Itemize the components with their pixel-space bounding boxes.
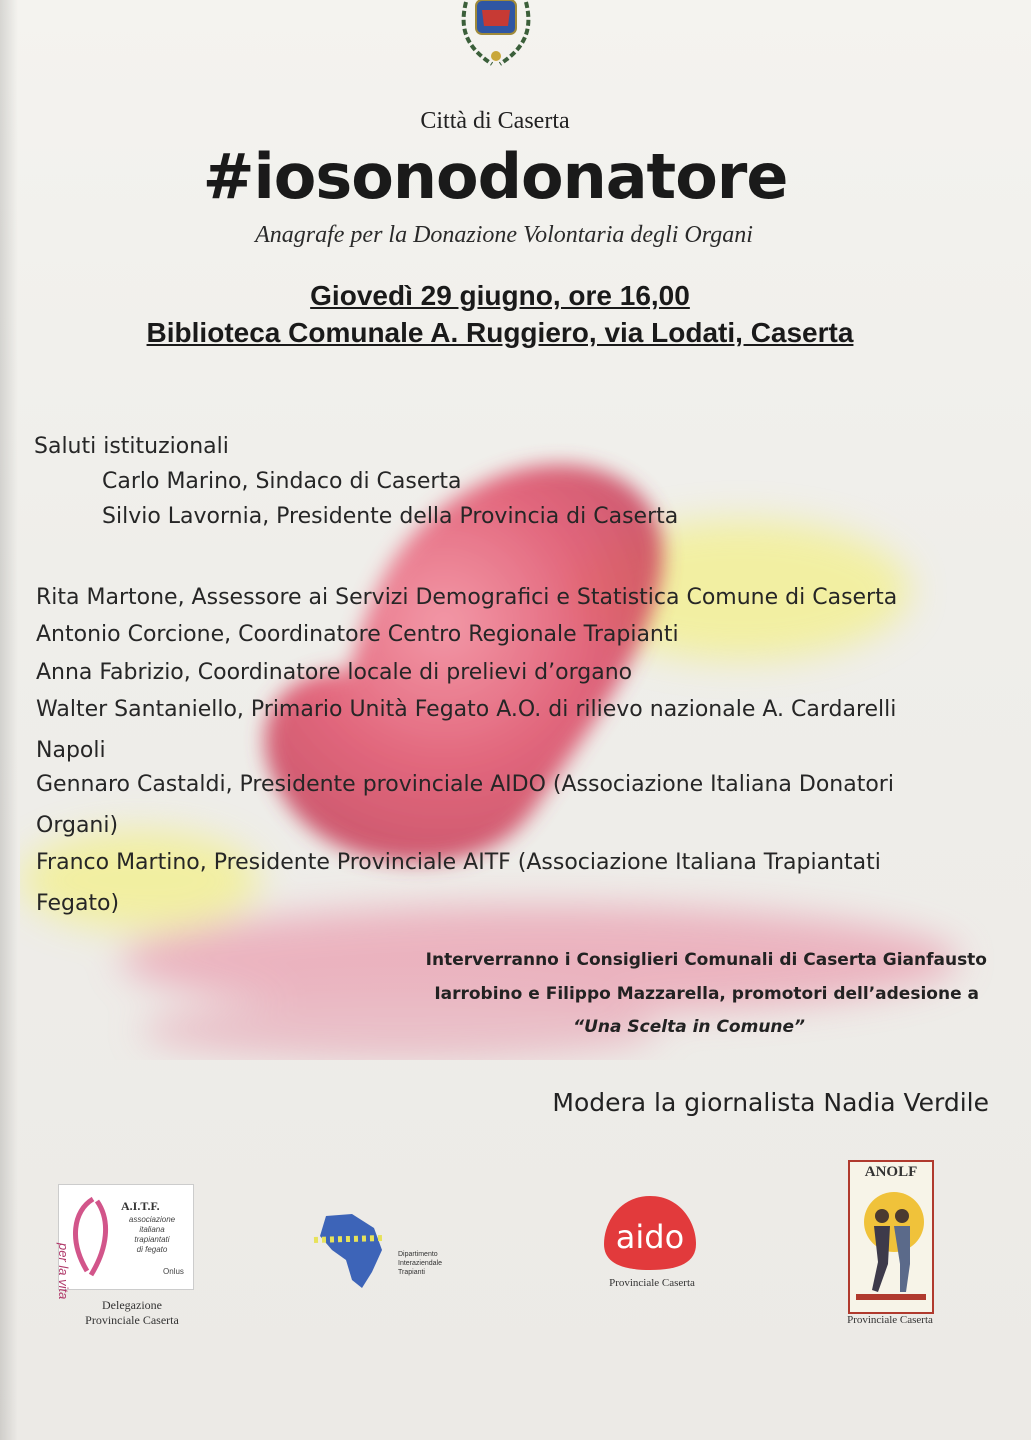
aitf-line: di fegato [136,1245,168,1254]
campania-map-icon [312,1210,402,1290]
speaker-line: Anna Fabrizio, Coordinatore locale di prelievi d’organo [36,660,633,685]
aitf-line: associazione [128,1215,176,1224]
anolf-figures-icon [856,1186,926,1302]
dit-line: Interaziendale [398,1260,442,1267]
intervention-line: Iarrobino e Filippo Mazzarella, promotori dell’adesione a [434,984,979,1004]
speaker-line: Organi) [36,813,119,838]
page-edge-shadow [0,0,18,1440]
aido-logo [600,1192,710,1274]
speaker-line: Gennaro Castaldi, Presidente provinciale AIDO (Associazione Italiana Donatori [36,772,894,797]
city-crest-icon [452,0,540,70]
aitf-caption [62,1298,202,1328]
aitf-line: trapiantati [134,1235,170,1244]
speaker-line: Franco Martino, Presidente Provinciale AITF (Associazione Italiana Trapiantati [36,850,881,875]
dit-line: Trapianti [398,1269,425,1276]
greeting-speaker: Silvio Lavornia, Presidente della Provincia di Caserta [102,504,679,529]
aido-caption: Provinciale Caserta [609,1277,695,1289]
anolf-name: ANOLF [864,1164,918,1180]
aitf-caption-line: Delegazione [102,1298,162,1312]
speaker-line: Napoli [36,738,106,763]
event-date: Giovedì 29 giugno, ore 16,00 [310,280,690,311]
greetings-title: Saluti istituzionali [34,434,229,459]
moderator: Modera la giornalista Nadia Verdile [552,1088,989,1117]
anolf-logo [848,1160,934,1314]
speaker-line: Rita Martone, Assessore ai Servizi Demografici e Statistica Comune di Caserta [36,585,898,610]
city-name: Città di Caserta [420,108,570,134]
greeting-speaker: Carlo Marino, Sindaco di Caserta [102,469,462,494]
dit-line: Dipartimento [398,1251,438,1258]
aitf-logo [56,1184,194,1300]
speaker-line: Fegato) [36,891,120,916]
aido-name: aido [615,1218,685,1256]
intervention-line: “Una Scelta in Comune” [573,1017,805,1037]
aitf-line: italiana [139,1225,165,1234]
aitf-caption-line: Provinciale Caserta [85,1313,179,1327]
aitf-onlus: Onlus [163,1267,184,1276]
speaker-line: Walter Santaniello, Primario Unità Fegato A.O. di rilievo nazionale A. Cardarelli [36,697,897,722]
aitf-name: A.I.T.F. [121,1199,160,1213]
aitf-vertical-text: per la vita [56,1243,71,1300]
event-venue: Biblioteca Comunale A. Ruggiero, via Lodati, Caserta [146,317,854,348]
anolf-caption: Provinciale Caserta [847,1314,933,1326]
speaker-line: Antonio Corcione, Coordinatore Centro Regionale Trapianti [36,622,679,647]
intervention-line: Interverranno i Consiglieri Comunali di Caserta Gianfausto [425,950,987,970]
campaign-hashtag: #iosonodonatore [202,140,788,213]
aitf-heart-icon [63,1191,117,1283]
dit-logo [312,1210,472,1290]
campaign-subtitle: Anagrafe per la Donazione Volontaria degli Organi [255,222,753,248]
